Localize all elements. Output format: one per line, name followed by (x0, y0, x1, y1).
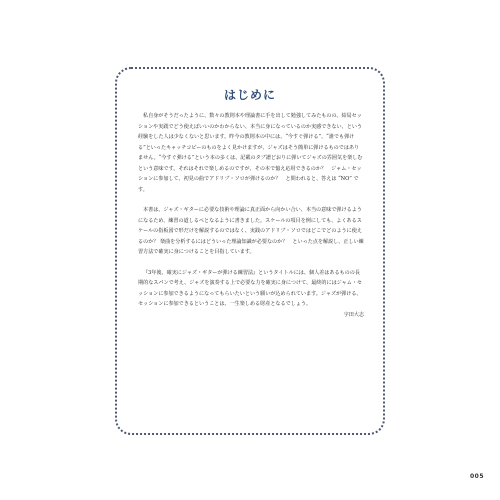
page-title: はじめに (223, 88, 276, 102)
paragraph-1: 私自身がそうだったように、数々の教則本や理論書に手を出して勉強してみたものの、結局セッションや実践でどう使えばいいのかわからない、本当に身になっているのか実感できない、という経験をした人は少なくないと思います。昨今の教則本の中には、“今すぐ弾ける”、“誰でも弾ける”といったキャッチコピーのものをよく見かけますが、ジャズはそう簡単に弾けるものではありません。“今すぐ弾ける”という本の多くは、記載のタブ譜どおりに弾いてジャズの雰囲気を楽しむという意味です。それはそれで楽しめるのですが、その本で憶え応用できるのか？ ジャム・セッションに参加して、初見の曲でアドリブ・ソロが弾けるのか？ と問われると、答えは “NO” です。 (138, 113, 363, 193)
page-number: 005 (469, 473, 484, 480)
paragraph-gap (138, 258, 364, 268)
body-text (138, 111, 364, 320)
author-signature: 宇田大志 (343, 311, 364, 318)
paragraph-2: 本書は、ジャズ・ギターに必要な技術や理論に真正面から向かい合い、本当の意味で弾けるようになるため、練習の道しるべとなるように書きました。スケールの項目を例にしても、よくあるスケールの指板図で形だけを解説するのではなく、実践のアドリブ・ソロではどこでどのように使えるのか？ 楽曲を分析するにはどういった理論知識が必要なのか？ といった点を解説し、正しい練習方法で確実に身につけることを目指しています。 (138, 207, 364, 255)
paragraph-gap (138, 195, 364, 205)
paragraph-3: 『3年後、確実にジャズ・ギターが弾ける練習法』というタイトルには、個人差はあるものの長期的なスパンで考え、ジャズを演奏する上で必要な力を確実に身につけて、最終的にはジャム・セッションに参加できるようになってもらいたいという願いが込められています。ジャズが弾ける、セッションに参加できるということは、一生楽しめる財産となるでしょう。 (138, 269, 363, 307)
